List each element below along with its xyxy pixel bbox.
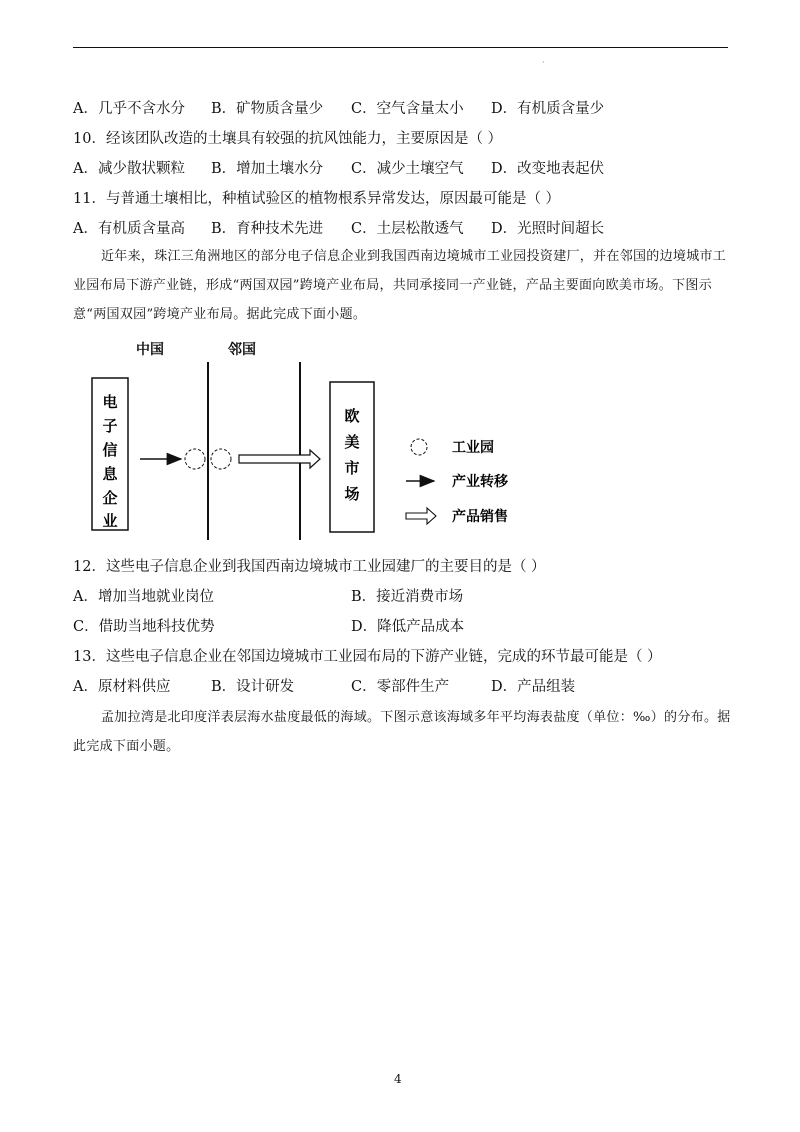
legend-park-icon (411, 439, 427, 455)
q13-stem: 13．这些电子信息企业在邻国边境城市工业园布局的下游产业链，完成的环节最可能是（ ） (73, 649, 662, 665)
q11-stem: 11．与普通土壤相比，种植试验区的植物根系异常发达，原因最可能是（ ） (73, 191, 561, 207)
q9-option-c[interactable]: C．空气含量太小 (351, 101, 464, 117)
q11-option-d[interactable]: D．光照时间超长 (491, 221, 605, 237)
passage-bay-of-bengal-text: 孟加拉湾是北印度洋表层海水盐度最低的海域。下图示意该海域多年平均海表盐度（单位：‰）的分布。据此完成下面小题。 (73, 710, 731, 754)
q10-option-a[interactable]: A．减少散状颗粒 (73, 161, 185, 177)
passage-bay-of-bengal (73, 703, 733, 761)
q10-option-c[interactable]: C．减少土壤空气 (351, 161, 464, 177)
q13-option-a[interactable]: A．原材料供应 (73, 679, 171, 695)
page-number: 4 (394, 1072, 402, 1086)
q12-stem: 12．这些电子信息企业到我国西南边境城市工业园建厂的主要目的是（ ） (73, 559, 546, 575)
market-char-3: 市 (344, 459, 360, 477)
industrial-park-neighbor (211, 449, 231, 469)
q13-option-d[interactable]: D．产品组装 (491, 679, 576, 695)
q9-option-d[interactable]: D．有机质含量少 (491, 101, 605, 117)
market-char-4: 场 (344, 485, 360, 503)
enterprise-char-3: 信 (102, 441, 118, 459)
industrial-park-china (185, 449, 205, 469)
market-box (330, 382, 374, 532)
neighbor-label: 邻国 (228, 342, 256, 358)
q9-option-b[interactable]: B．矿物质含量少 (211, 101, 324, 117)
q12-option-c[interactable]: C．借助当地科技优势 (73, 619, 215, 635)
q13-option-b[interactable]: B．设计研发 (211, 679, 295, 695)
legend-sales-label: 产品销售 (452, 509, 508, 525)
enterprise-char-5: 企 (102, 489, 118, 507)
header-mark: · (542, 58, 545, 67)
q11-option-a[interactable]: A．有机质含量高 (73, 221, 185, 237)
passage-cross-border-text: 近年来，珠江三角洲地区的部分电子信息企业到我国西南边境城市工业园投资建厂，并在邻国的边境城市工业园布局下游产业链，形成“两国双园”跨境产业布局，共同承接同一产业链，产品主要面向欧美市场。下图示意“两国双园”跨境产业布局。据此完成下面小题。 (73, 249, 727, 322)
enterprise-char-1: 电 (102, 393, 118, 411)
q12-option-b[interactable]: B．接近消费市场 (351, 589, 464, 605)
enterprise-char-6: 业 (102, 512, 118, 530)
legend-transfer-label: 产业转移 (452, 474, 508, 490)
enterprise-char-4: 息 (102, 465, 118, 483)
legend-sales-icon (406, 508, 436, 524)
q11-option-b[interactable]: B．育种技术先进 (211, 221, 324, 237)
q11-option-c[interactable]: C．土层松散透气 (351, 221, 464, 237)
q10-option-d[interactable]: D．改变地表起伏 (491, 161, 605, 177)
china-label: 中国 (136, 342, 164, 358)
product-sales-arrow (239, 450, 320, 468)
market-char-1: 欧 (344, 407, 360, 425)
legend-park-label: 工业园 (452, 440, 494, 456)
q12-option-a[interactable]: A．增加当地就业岗位 (73, 589, 214, 605)
q12-option-d[interactable]: D．降低产品成本 (351, 619, 465, 635)
q9-option-a[interactable]: A．几乎不含水分 (73, 101, 185, 117)
q10-option-b[interactable]: B．增加土壤水分 (211, 161, 324, 177)
q10-stem: 10．经该团队改造的土壤具有较强的抗风蚀能力，主要原因是（ ） (73, 131, 503, 147)
enterprise-char-2: 子 (102, 417, 118, 435)
market-char-2: 美 (344, 433, 360, 451)
q13-option-c[interactable]: C．零部件生产 (351, 679, 450, 695)
cross-border-diagram (0, 0, 800, 560)
